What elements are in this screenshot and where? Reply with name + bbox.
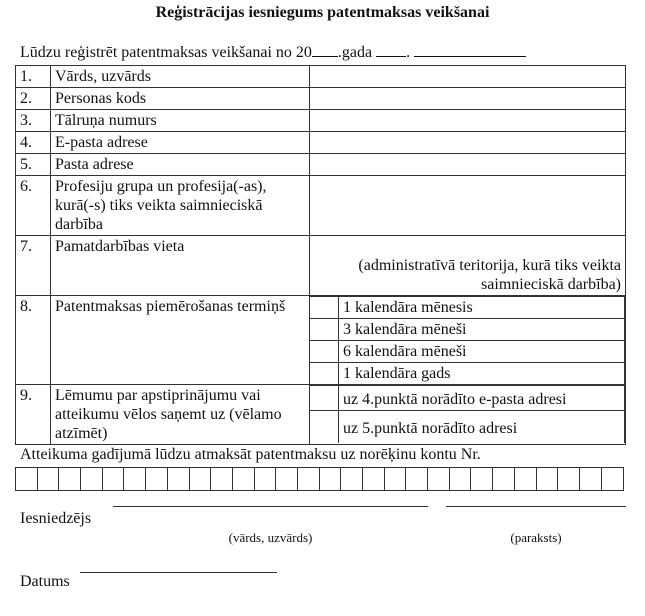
registration-table — [15, 65, 626, 445]
table-row — [16, 154, 626, 176]
decision-option[interactable]: uz 4.punktā norādīto e-pasta adresi — [339, 386, 625, 411]
name-field[interactable] — [310, 66, 626, 88]
row-number: 4. — [16, 132, 51, 154]
row-label: Profesiju grupa un profesija(-as), kurā(-s) tiks veikta saimnieciskā darbība — [51, 176, 310, 236]
applicant-label: Iesniedzējs — [20, 510, 92, 527]
term-options-list — [310, 296, 625, 384]
term-checkbox[interactable] — [310, 297, 339, 319]
row-label: Vārds, uzvārds — [51, 66, 310, 88]
intro-prefix: Lūdzu reģistrēt patentmaksas veikšanai no 20 — [20, 44, 312, 61]
decision-option[interactable]: uz 5.punktā norādīto adresi — [339, 411, 625, 444]
row-number: 3. — [16, 110, 51, 132]
account-digit-box[interactable] — [515, 468, 537, 490]
term-option[interactable]: 1 kalendāra gads — [339, 363, 625, 385]
account-digit-box[interactable] — [16, 468, 38, 490]
account-digit-box[interactable] — [81, 468, 103, 490]
row-number: 5. — [16, 154, 51, 176]
term-checkbox[interactable] — [310, 341, 339, 363]
row-number: 9. — [16, 385, 51, 445]
intro-line — [20, 42, 526, 62]
term-option[interactable]: 3 kalendāra mēneši — [339, 319, 625, 341]
table-row — [16, 132, 626, 154]
location-entry-space[interactable] — [314, 237, 621, 256]
account-digit-box[interactable] — [103, 468, 125, 490]
table-row — [16, 385, 626, 445]
row-number: 7. — [16, 236, 51, 296]
row-label: Lēmumu par apstiprinājumu vai atteikumu vēlos saņemt uz (vēlamo atzīmēt) — [51, 385, 310, 445]
name-caption: (vārds, uzvārds) — [228, 530, 313, 545]
applicant-name-line[interactable] — [113, 506, 428, 507]
account-digit-box[interactable] — [493, 468, 515, 490]
table-row — [16, 110, 626, 132]
location-note: (administratīvā teritorija, kurā tiks veikta saimnieciskā darbība) — [358, 257, 621, 293]
row-label: E-pasta adrese — [51, 132, 310, 154]
profession-field[interactable] — [310, 176, 626, 236]
form-title: Reģistrācijas iesniegums patentmaksas veikšanai — [155, 4, 490, 21]
account-digit-box[interactable] — [558, 468, 580, 490]
row-label: Tālruņa numurs — [51, 110, 310, 132]
decision-options — [310, 385, 626, 445]
row-label: Pasta adrese — [51, 154, 310, 176]
refund-text: Atteikuma gadījumā lūdzu atmaksāt patentmaksu uz norēķinu kontu Nr. — [20, 446, 481, 463]
table-row — [16, 66, 626, 88]
intro-gada: .gada — [337, 44, 373, 61]
table-row — [16, 88, 626, 110]
year-blank[interactable] — [312, 42, 338, 57]
account-digit-box[interactable] — [450, 468, 472, 490]
decision-options-list — [310, 385, 625, 443]
account-number-boxes — [15, 467, 624, 491]
date-label: Datums — [20, 573, 70, 590]
account-digit-box[interactable] — [124, 468, 146, 490]
account-digit-box[interactable] — [59, 468, 81, 490]
account-digit-box[interactable] — [211, 468, 233, 490]
phone-field[interactable] — [310, 110, 626, 132]
business-location-field[interactable] — [310, 236, 626, 296]
postal-address-field[interactable] — [310, 154, 626, 176]
account-digit-box[interactable] — [146, 468, 168, 490]
account-digit-box[interactable] — [38, 468, 60, 490]
table-row — [16, 296, 626, 385]
row-number: 6. — [16, 176, 51, 236]
row-number: 2. — [16, 88, 51, 110]
row-label: Patentmaksas piemērošanas termiņš — [51, 296, 310, 385]
signature-line[interactable] — [446, 506, 626, 507]
row-number: 1. — [16, 66, 51, 88]
signature-caption: (paraksts) — [510, 530, 562, 545]
term-checkbox[interactable] — [310, 319, 339, 341]
row-number: 8. — [16, 296, 51, 385]
account-digit-box[interactable] — [363, 468, 385, 490]
account-digit-box[interactable] — [190, 468, 212, 490]
row-label: Pamatdarbības vieta — [51, 236, 310, 296]
term-checkbox[interactable] — [310, 363, 339, 385]
row-label: Personas kods — [51, 88, 310, 110]
table-row — [16, 236, 626, 296]
account-digit-box[interactable] — [580, 468, 602, 490]
account-digit-box[interactable] — [320, 468, 342, 490]
account-digit-box[interactable] — [428, 468, 450, 490]
decision-checkbox[interactable] — [310, 386, 339, 411]
term-option[interactable]: 1 kalendāra mēnesis — [339, 297, 625, 319]
day-blank[interactable] — [376, 42, 406, 57]
term-option[interactable]: 6 kalendāra mēneši — [339, 341, 625, 363]
decision-checkbox[interactable] — [310, 411, 339, 444]
account-digit-box[interactable] — [471, 468, 493, 490]
email-field[interactable] — [310, 132, 626, 154]
term-options — [310, 296, 626, 385]
account-digit-box[interactable] — [276, 468, 298, 490]
account-digit-box[interactable] — [233, 468, 255, 490]
account-digit-box[interactable] — [168, 468, 190, 490]
intro-dot: . — [406, 44, 411, 61]
account-digit-box[interactable] — [406, 468, 428, 490]
account-digit-box[interactable] — [255, 468, 277, 490]
date-line[interactable] — [80, 572, 277, 573]
account-digit-box[interactable] — [537, 468, 559, 490]
month-blank[interactable] — [414, 42, 526, 57]
account-digit-box[interactable] — [602, 468, 624, 490]
personal-code-field[interactable] — [310, 88, 626, 110]
table-row — [16, 176, 626, 236]
account-digit-box[interactable] — [341, 468, 363, 490]
account-digit-box[interactable] — [298, 468, 320, 490]
account-digit-box[interactable] — [385, 468, 407, 490]
